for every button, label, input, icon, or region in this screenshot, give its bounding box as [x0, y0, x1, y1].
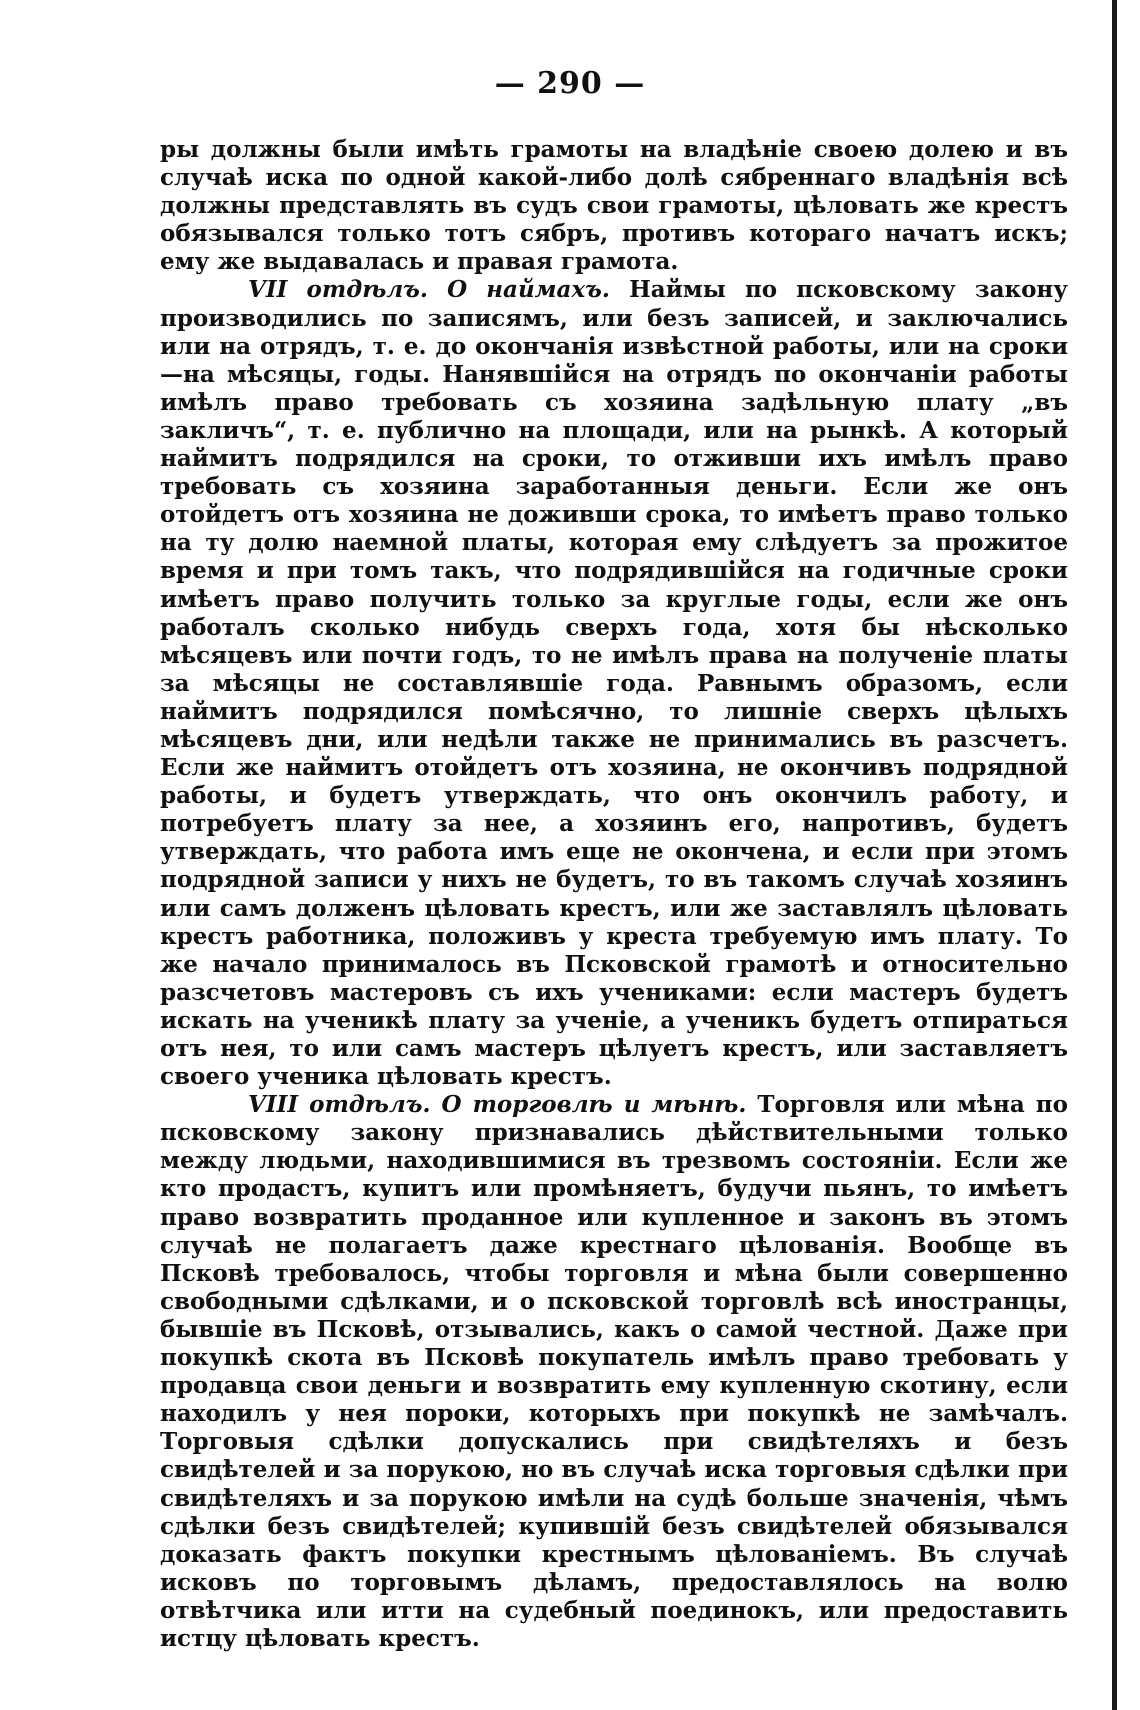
- section-heading-vii: VII отдѣлъ. О наймахъ.: [248, 276, 610, 304]
- paragraph-section-vii: [160, 276, 1068, 1091]
- paragraph-text: Наймы по псковскому закону производились по записямъ, или безъ записей, и заключались или на отрядъ, т. е. до окончанія извѣстной работы, или на сроки—на мѣсяцы, годы. Нанявшійся на отрядъ по окончаніи работы имѣлъ право требовать съ хозяина задѣльную плату „въ закличъ“, т. е. публично на площади, или на рынкѣ. А который наймитъ подрядился на сроки, то отживши ихъ имѣлъ право требовать съ хозяина заработанныя деньги. Если же онъ отойдетъ отъ хозяина не доживши срока, то имѣетъ право только на ту долю наемной платы, которая ему слѣдуетъ за прожитое время и при томъ такъ, что подрядившійся на годичные сроки имѣетъ право получить только за круглые годы, если же онъ работалъ сколько нибудь сверхъ года, хотя бы нѣсколько мѣсяцевъ или почти годъ, то не имѣлъ права на полученіе платы за мѣсяцы не составлявшіе года. Равнымъ образомъ, если наймитъ подрядился помѣсячно, то лишніе сверхъ цѣлыхъ мѣсяцевъ дни, или недѣли также не принимались въ разсчетъ. Если же наймитъ отойдетъ отъ хозяина, не окончивъ подрядной работы, и будетъ утверждать, что онъ окончилъ работу, и потребуетъ плату за нее, а хозяинъ его, напротивъ, будетъ утверждать, что работа имъ еще не окончена, и если при этомъ подрядной записи у нихъ не будетъ, то въ такомъ случаѣ хозяинъ или самъ долженъ цѣловать крестъ, или же заставлялъ цѣловать крестъ работника, положивъ у креста требуемую имъ плату. То же начало принималось въ Псковской грамотѣ и относительно разсчетовъ мастеровъ съ ихъ учениками: если мастеръ будетъ искать на ученикѣ плату за ученіе, а ученикъ будетъ отпираться отъ нея, то или самъ мастеръ цѣлуетъ крестъ, или заставляетъ своего ученика цѣловать крестъ.: [160, 276, 1068, 1091]
- body-text: [160, 136, 1068, 1653]
- paragraph-section-viii: [160, 1091, 1068, 1653]
- paragraph-text: Торговля или мѣна по псковскому закону признавались дѣйствительными только между людьми, находившимися въ трезвомъ состояніи. Если же кто продастъ, купитъ или промѣняетъ, будучи пьянъ, то имѣетъ право возвратить проданное или купленное и законъ въ этомъ случаѣ не полагаетъ даже крестнаго цѣлованія. Вообще въ Псковѣ требовалось, чтобы торговля и мѣна были совершенно свободными сдѣлками, и о псковской торговлѣ всѣ иностранцы, бывшіе въ Псковѣ, отзывались, какъ о самой честной. Даже при покупкѣ скота въ Псковѣ покупатель имѣлъ право требовать у продавца свои деньги и возвратить ему купленную скотину, если находилъ у нея пороки, которыхъ при покупкѣ не замѣчалъ. Торговыя сдѣлки допускались при свидѣтеляхъ и безъ свидѣтелей и за порукою, но въ случаѣ иска торговыя сдѣлки при свидѣтеляхъ и за порукою имѣли на судѣ больше значенія, чѣмъ сдѣлки безъ свидѣтелей; купившій безъ свидѣтелей обязывался доказать фактъ покупки крестнымъ цѣлованіемъ. Въ случаѣ исковъ по торговымъ дѣламъ, предоставлялось на волю отвѣтчика или итти на судебный поединокъ, или предоставить истцу цѣловать крестъ.: [160, 1091, 1068, 1652]
- paragraph-text: ры должны были имѣть грамоты на владѣніе своею долею и въ случаѣ иска по одной какой-либо долѣ сябреннаго владѣнія всѣ должны представлять въ судъ свои грамоты, цѣловать же крестъ обязывался только тотъ сябръ, противъ котораго начатъ искъ; ему же выдавалась и правая грамота.: [160, 136, 1068, 276]
- section-heading-viii: VIII отдѣлъ. О торговлѣ и мѣнѣ.: [248, 1091, 747, 1119]
- paragraph-continuation: [160, 136, 1068, 276]
- page-edge-line: [1112, 0, 1117, 1710]
- page-number: — 290 —: [494, 66, 646, 101]
